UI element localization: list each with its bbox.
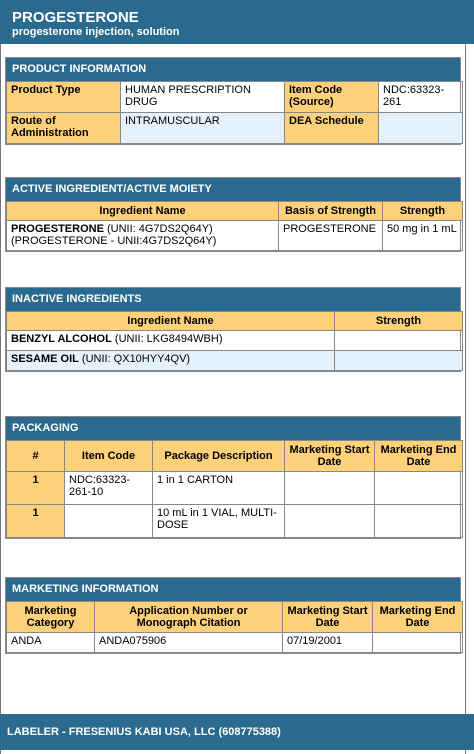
product-information-table	[6, 81, 463, 144]
dea-value	[379, 113, 463, 144]
item-code-label: Item Code (Source)	[285, 82, 379, 113]
marketing-start-date	[285, 505, 375, 538]
table-row	[7, 113, 463, 144]
section-title: PACKAGING	[6, 417, 460, 440]
column-header: Item Code	[65, 441, 153, 472]
route-value: INTRAMUSCULAR	[121, 113, 285, 144]
column-header: Marketing End Date	[373, 602, 463, 633]
strength: 50 mg in 1 mL	[383, 221, 463, 251]
package-number: 1	[7, 472, 65, 505]
packaging-table	[6, 440, 463, 538]
section-title: ACTIVE INGREDIENT/ACTIVE MOIETY	[6, 178, 460, 201]
strength	[335, 331, 463, 351]
table-header-row	[7, 312, 463, 331]
table-header-row	[7, 441, 463, 472]
dea-label: DEA Schedule	[285, 113, 379, 144]
column-header: Application Number or Monograph Citation	[95, 602, 283, 633]
table-row	[7, 82, 463, 113]
drug-title: PROGESTERONE	[12, 9, 139, 26]
marketing-category: ANDA	[7, 633, 95, 653]
ingredient-name: BENZYL ALCOHOL	[11, 333, 112, 345]
table-row	[7, 331, 463, 351]
basis-of-strength: PROGESTERONE	[279, 221, 383, 251]
ingredient-unii: (UNII: QX10HYY4QV)	[78, 353, 191, 365]
marketing-information-table	[6, 601, 463, 653]
active-ingredient-section	[5, 177, 461, 252]
marketing-start-date	[285, 472, 375, 505]
section-title: PRODUCT INFORMATION	[6, 58, 460, 81]
column-header: Basis of Strength	[279, 202, 383, 221]
column-header: Ingredient Name	[7, 202, 279, 221]
active-moiety: (PROGESTERONE - UNII:4G7DS2Q64Y)	[11, 235, 217, 247]
product-information-section	[5, 57, 461, 145]
labeler-bar: LABELER - FRESENIUS KABI USA, LLC (608775388)	[0, 714, 474, 750]
package-description: 1 in 1 CARTON	[153, 472, 285, 505]
drug-subtitle: progesterone injection, solution	[12, 26, 180, 38]
column-header: Ingredient Name	[7, 312, 335, 331]
table-row	[7, 633, 463, 653]
column-header: Marketing Category	[7, 602, 95, 633]
ingredient-name-cell	[7, 351, 335, 371]
packaging-section	[5, 416, 461, 539]
column-header: Marketing Start Date	[283, 602, 373, 633]
column-header: Strength	[335, 312, 463, 331]
active-ingredient-table	[6, 201, 463, 251]
route-label: Route of Administration	[7, 113, 121, 144]
table-row	[7, 472, 463, 505]
document-header	[0, 0, 474, 44]
ingredient-name-cell	[7, 221, 279, 251]
ingredient-name: SESAME OIL	[11, 353, 79, 365]
table-row	[7, 505, 463, 538]
ingredient-unii: (UNII: 4G7DS2Q64Y)	[103, 223, 213, 235]
product-type-label: Product Type	[7, 82, 121, 113]
ingredient-unii: (UNII: LKG8494WBH)	[111, 333, 223, 345]
package-item-code: NDC:63323-261-10	[65, 472, 153, 505]
ingredient-name: PROGESTERONE	[11, 223, 104, 235]
strength	[335, 351, 463, 371]
product-type-value: HUMAN PRESCRIPTION DRUG	[121, 82, 285, 113]
table-row	[7, 351, 463, 371]
section-title: MARKETING INFORMATION	[6, 578, 460, 601]
package-description: 10 mL in 1 VIAL, MULTI-DOSE	[153, 505, 285, 538]
package-item-code	[65, 505, 153, 538]
section-title: INACTIVE INGREDIENTS	[6, 288, 460, 311]
item-code-value: NDC:63323-261	[379, 82, 463, 113]
inactive-ingredients-table	[6, 311, 463, 371]
marketing-information-section	[5, 577, 461, 654]
column-header: Strength	[383, 202, 463, 221]
column-header: Marketing End Date	[375, 441, 463, 472]
marketing-end-date	[375, 505, 463, 538]
ingredient-name-cell	[7, 331, 335, 351]
marketing-end-date	[375, 472, 463, 505]
table-header-row	[7, 202, 463, 221]
inactive-ingredients-section	[5, 287, 461, 372]
column-header: #	[7, 441, 65, 472]
column-header: Marketing Start Date	[285, 441, 375, 472]
table-row	[7, 221, 463, 251]
application-number: ANDA075906	[95, 633, 283, 653]
marketing-end-date	[373, 633, 463, 653]
package-number: 1	[7, 505, 65, 538]
marketing-start-date: 07/19/2001	[283, 633, 373, 653]
column-header: Package Description	[153, 441, 285, 472]
table-header-row	[7, 602, 463, 633]
